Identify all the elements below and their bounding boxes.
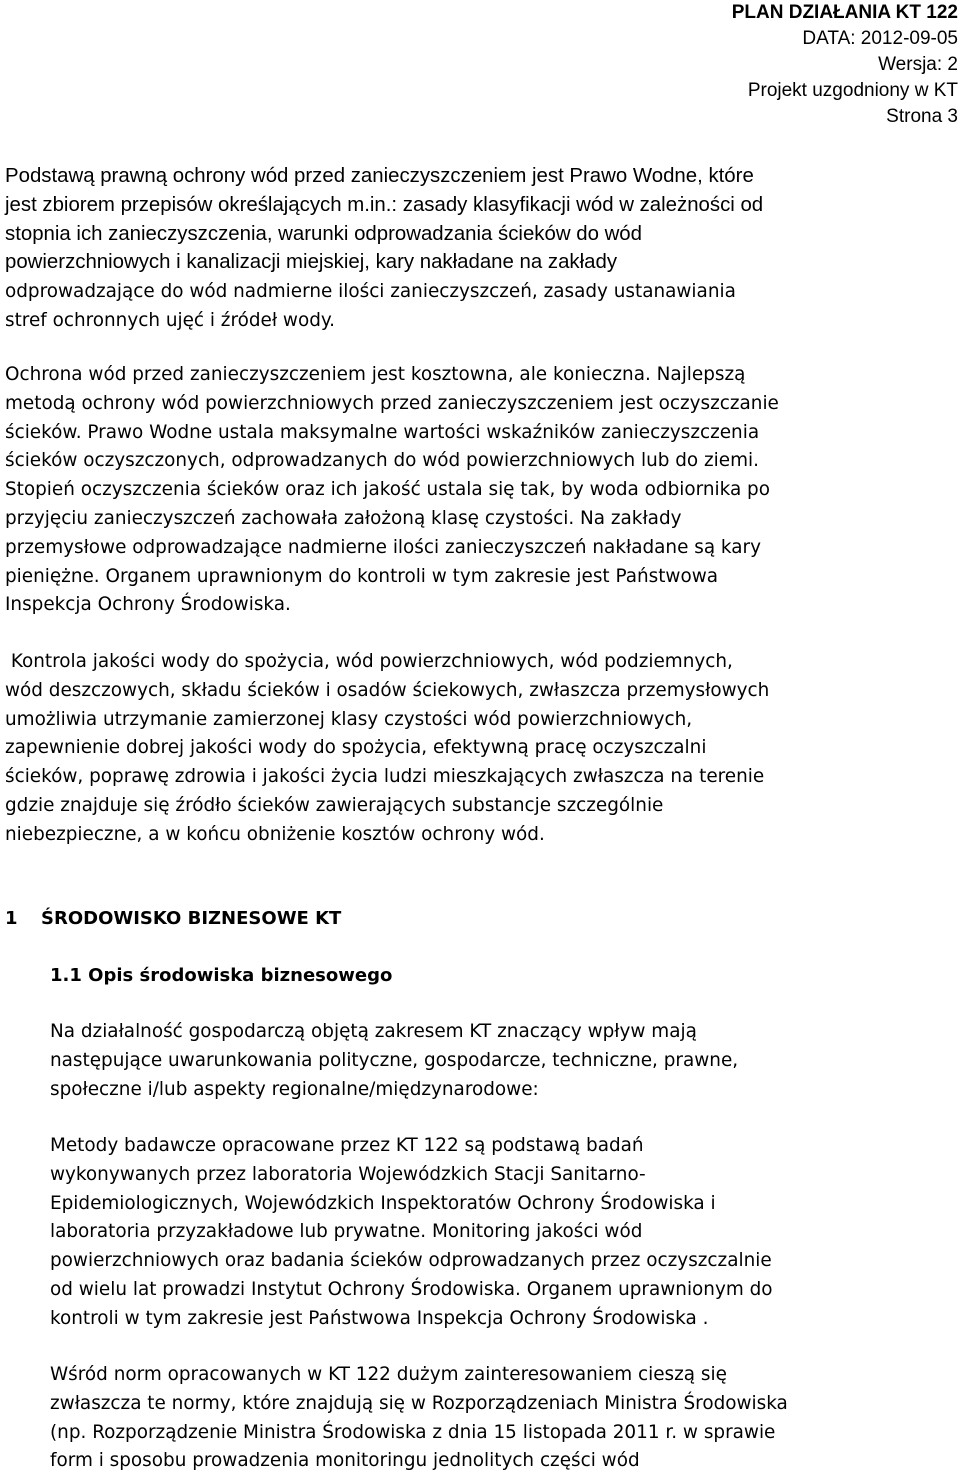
- text-line: Epidemiologicznych, Wojewódzkich Inspektoratów Ochrony Środowiska i: [50, 1192, 716, 1214]
- document-header: [732, 0, 958, 130]
- paragraph-norms: [50, 1361, 788, 1476]
- text-line: umożliwia utrzymanie zamierzonej klasy czystości wód powierzchniowych,: [5, 708, 693, 730]
- text-line: jest zbiorem przepisów określających m.in.: zasady klasyfikacji wód w zależności od: [5, 193, 764, 216]
- text-line: metodą ochrony wód powierzchniowych przed zanieczyszczeniem jest oczyszczanie: [5, 392, 779, 414]
- text-line: powierzchniowych i kanalizacji miejskiej, kary nakładane na zakłady: [5, 251, 618, 274]
- document-version: Wersja: 2: [878, 54, 958, 75]
- text-line: zapewnienie dobrej jakości wody do spożycia, efektywną pracę oczyszczalni: [5, 737, 707, 759]
- subsection-heading-1-1: 1.1 Opis środowiska biznesowego: [50, 965, 393, 986]
- section-number: 1: [5, 908, 18, 929]
- text-line: wykonywanych przez laboratoria Wojewódzkich Stacji Sanitarno-: [50, 1163, 646, 1185]
- paragraph-legal-basis-continued: [5, 278, 736, 336]
- text-line: przemysłowe odprowadzające nadmierne ilości zanieczyszczeń nakładane są kary: [5, 536, 761, 558]
- text-line: ścieków oczyszczonych, odprowadzanych do wód powierzchniowych lub do ziemi.: [5, 450, 759, 472]
- paragraph-quality-control: [5, 648, 769, 850]
- text-line: niebezpieczne, a w końcu obniżenie kosztów ochrony wód.: [5, 823, 545, 845]
- text-line: form i sposobu prowadzenia monitoringu jednolitych części wód: [50, 1450, 640, 1472]
- section-heading-1: [5, 905, 341, 933]
- text-line: Ochrona wód przed zanieczyszczeniem jest kosztowna, ale konieczna. Najlepszą: [5, 364, 746, 385]
- paragraph-legal-basis: [5, 162, 763, 277]
- text-line: Podstawą prawną ochrony wód przed zanieczyszczeniem jest Prawo Wodne, które: [5, 165, 754, 187]
- text-line: odprowadzające do wód nadmierne ilości zanieczyszczeń, zasady ustanawiania: [5, 281, 736, 302]
- text-line: społeczne i/lub aspekty regionalne/międzynarodowe:: [50, 1078, 539, 1100]
- text-line: gdzie znajduje się źródło ścieków zawierających substancje szczególnie: [5, 794, 664, 816]
- paragraph-protection-cost: [5, 361, 779, 620]
- text-line: wód deszczowych, składu ścieków i osadów ściekowych, zwłaszcza przemysłowych: [5, 679, 770, 701]
- text-line: przyjęciu zanieczyszczeń zachowała założoną klasę czystości. Na zakłady: [5, 507, 682, 529]
- text-line: Stopień oczyszczenia ścieków oraz ich jakość ustala się tak, by woda odbiornika po: [5, 479, 770, 501]
- document-date: DATA: 2012-09-05: [802, 28, 958, 49]
- paragraph-business-influence: [50, 1018, 738, 1104]
- text-line: ścieków. Prawo Wodne ustala maksymalne wartości wskaźników zanieczyszczenia: [5, 421, 760, 443]
- text-line: powierzchniowych oraz badania ścieków odprowadzanych przez oczyszczalnie: [50, 1250, 772, 1272]
- text-line: Metody badawcze opracowane przez KT 122 są podstawą badań: [50, 1135, 644, 1156]
- text-line: Na działalność gospodarczą objętą zakresem KT znaczący wpływ mają: [50, 1021, 697, 1042]
- text-line: (np. Rozporządzenie Ministra Środowiska z dnia 15 listopada 2011 r. w sprawie: [50, 1421, 776, 1443]
- text-line: Wśród norm opracowanych w KT 122 dużym zainteresowaniem cieszą się: [50, 1364, 727, 1385]
- text-line: laboratoria przyzakładowe lub prywatne. Monitoring jakości wód: [50, 1221, 643, 1243]
- text-line: od wielu lat prowadzi Instytut Ochrony Środowiska. Organem uprawnionym do: [50, 1278, 773, 1300]
- text-line: pieniężne. Organem uprawnionym do kontroli w tym zakresie jest Państwowa: [5, 565, 719, 587]
- document-status: Projekt uzgodniony w KT: [747, 80, 958, 101]
- plan-title: PLAN DZIAŁANIA KT 122: [731, 2, 958, 23]
- text-line: Inspekcja Ochrony Środowiska.: [5, 594, 291, 616]
- page-number: Strona 3: [886, 106, 958, 127]
- text-line: stopnia ich zanieczyszczenia, warunki odprowadzania ścieków do wód: [5, 222, 642, 245]
- section-title: ŚRODOWISKO BIZNESOWE KT: [41, 908, 342, 929]
- text-line: Kontrola jakości wody do spożycia, wód powierzchniowych, wód podziemnych,: [5, 651, 733, 672]
- text-line: ścieków, poprawę zdrowia i jakości życia ludzi mieszkających zwłaszcza na terenie: [5, 766, 765, 788]
- text-line: stref ochronnych ujęć i źródeł wody.: [5, 309, 336, 331]
- text-line: następujące uwarunkowania polityczne, gospodarcze, techniczne, prawne,: [50, 1049, 739, 1071]
- text-line: zwłaszcza te normy, które znajdują się w Rozporządzeniach Ministra Środowiska: [50, 1392, 788, 1414]
- paragraph-research-methods: [50, 1132, 773, 1334]
- text-line: kontroli w tym zakresie jest Państwowa Inspekcja Ochrony Środowiska .: [50, 1307, 709, 1329]
